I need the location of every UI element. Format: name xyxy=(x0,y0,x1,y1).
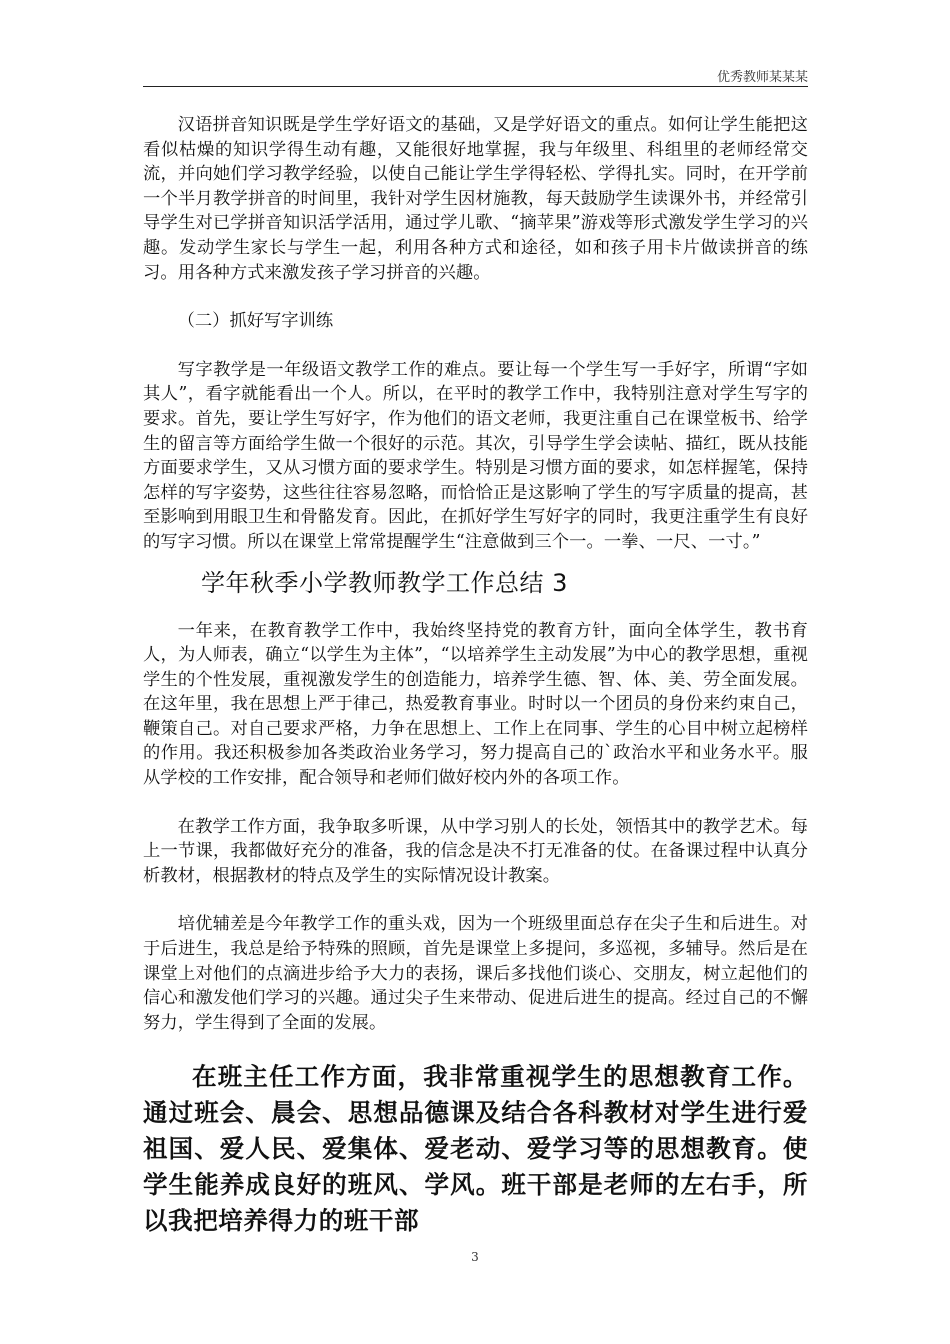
paragraph-pinyin: 汉语拼音知识既是学生学好语文的基础，又是学好语文的重点。如何让学生能把这看似枯燥的知识学得生动有趣，又能很好地掌握，我与年级里、科组里的老师经常交流，并向她们学习教学经验，以使自己能让学生学得轻松、学得扎实。同时，在开学前一个半月教学拼音的时间里，我针对学生因材施教，每天鼓励学生读课外书，并经常引导学生对已学拼音知识活学活用，通过学儿歌、“摘苹果”游戏等形式激发学生学习的兴趣。发动学生家长与学生一起，利用各种方式和途径，如和孩子用卡片做读拼音的练习。用各种方式来激发孩子学习拼音的兴趣。 xyxy=(143,115,808,283)
section-title: 学年秋季小学教师教学工作总结 3 xyxy=(201,568,568,597)
page-header xyxy=(143,64,808,87)
subheading-writing: （二）抓好写字训练 xyxy=(177,311,334,332)
paragraph-tutoring: 培优辅差是今年教学工作的重头戏，因为一个班级里面总存在尖子生和后进生。对于后进生，我总是给予特殊的照顾，首先是课堂上多提问，多巡视，多辅导。然后是在课堂上对他们的点滴进步给予大力的表扬，课后多找他们谈心、交朋友，树立起他们的信心和激发他们学习的兴趣。通过尖子生来带动、促进后进生的提高。经过自己的不懈努力，学生得到了全面的发展。 xyxy=(143,914,808,1033)
paragraph-teaching: 在教学工作方面，我争取多听课，从中学习别人的长处，领悟其中的教学艺术。每上一节课，我都做好充分的准备，我的信念是决不打无准备的仗。在备课过程中认真分析教材，根据教材的特点及学生的实际情况设计教案。 xyxy=(143,816,808,886)
paragraph-overview: 一年来，在教育教学工作中，我始终坚持党的教育方针，面向全体学生，教书育人，为人师表，确立“以学生为主体”，“以培养学生主动发展”为中心的教学思想，重视学生的个性发展，重视激发学生的创造能力，培养学生德、智、体、美、劳全面发展。在这年里，我在思想上严于律己，热爱教育事业。时时以一个团员的身份来约束自己，鞭策自己。对自己要求严格，力争在思想上、工作上在同事、学生的心目中树立起榜样的作用。我还积极参加各类政治业务学习，努力提高自己的`政治水平和业务水平。服从学校的工作安排，配合领导和老师们做好校内外的各项工作。 xyxy=(143,620,808,789)
document-body xyxy=(143,113,808,1239)
header-title: 优秀教师某某某 xyxy=(716,70,808,85)
page-number: 3 xyxy=(471,1250,479,1264)
paragraph-class-teacher: 在班主任工作方面，我非常重视学生的思想教育工作。通过班会、晨会、思想品德课及结合各科教材对学生进行爱祖国、爱人民、爱集体、爱老动、爱学习等的思想教育。使学生能养成良好的班风、学风。班干部是老师的左右手，所以我把培养得力的班干部 xyxy=(143,1062,808,1236)
paragraph-writing: 写字教学是一年级语文教学工作的难点。要让每一个学生写一手好字，所谓“字如其人”，看字就能看出一个人。所以，在平时的教学工作中，我特别注意对学生写字的要求。首先，要让学生写好字，作为他们的语文老师，我更注重自己在课堂板书、给学生的留言等方面给学生做一个很好的示范。其次，引导学生学会读帖、描红，既从技能方面要求学生，又从习惯方面的要求学生。特别是习惯方面的要求，如怎样握笔，保持怎样的写字姿势，这些往往容易忽略，而恰恰正是这影响了学生的写字质量的提高，甚至影响到用眼卫生和骨骼发育。因此，在抓好学生写好字的同时，我更注重学生有良好的写字习惯。所以在课堂上常常提醒学生“注意做到三个一。一拳、一尺、一寸。” xyxy=(143,359,808,552)
